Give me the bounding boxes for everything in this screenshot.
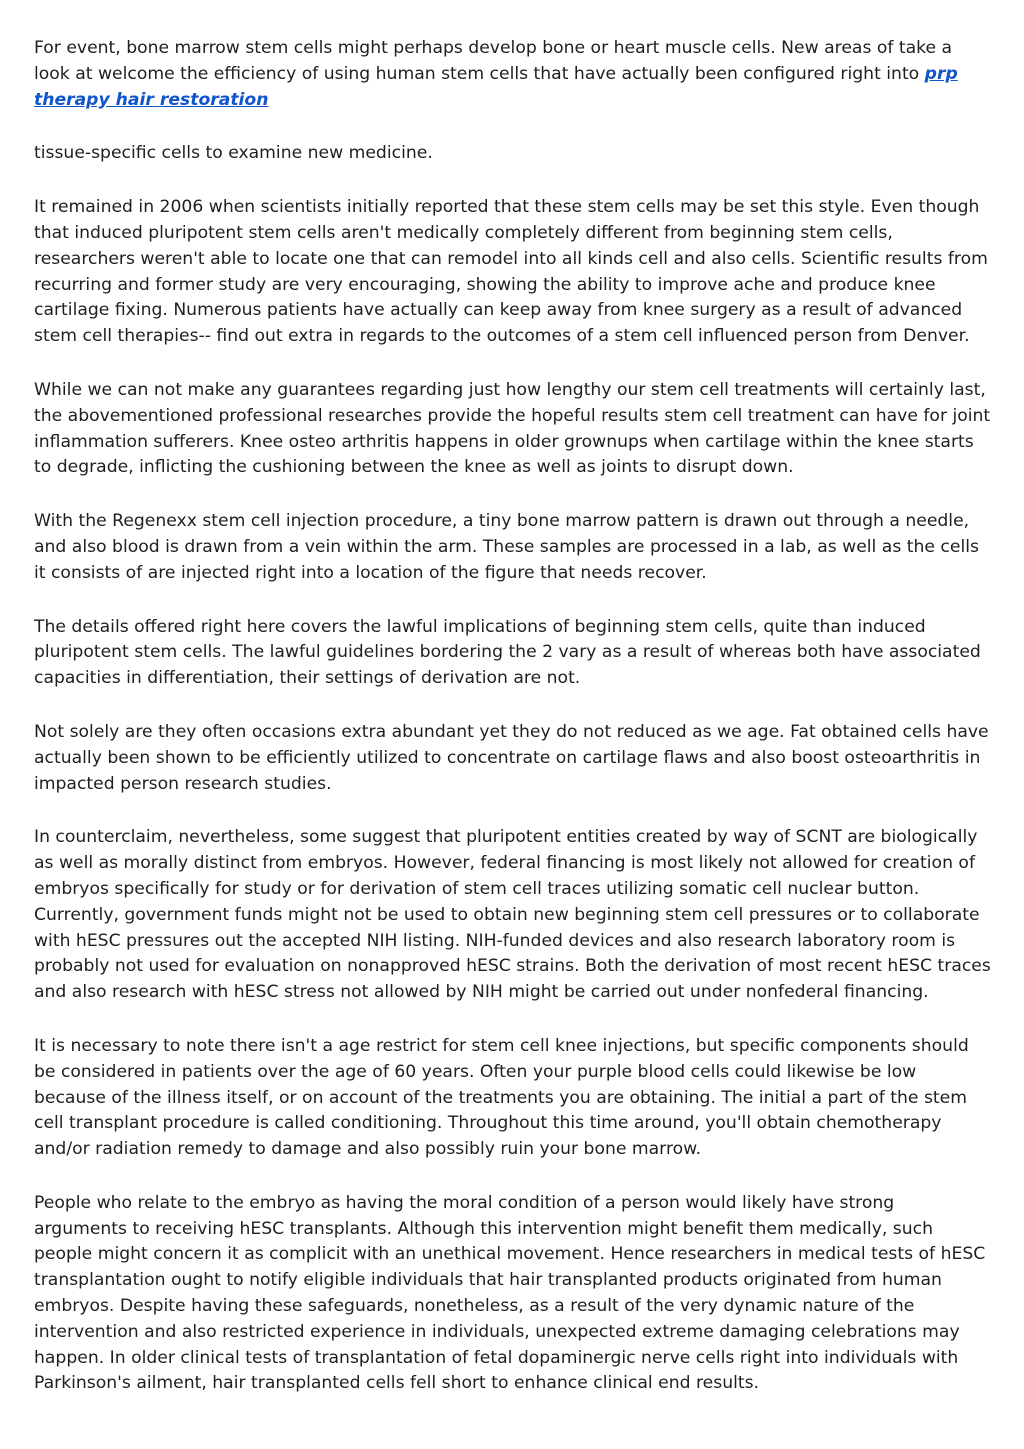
paragraph-7: Not solely are they often occasions extra abundant yet they do not reduced as we age. Fat obtained cells have actually been shown to be efficiently utilized to concentrate on cartilage flaws and also boost osteoarthritis in impacted person research studies.	[34, 721, 989, 794]
paragraph-3: It remained in 2006 when scientists initially reported that these stem cells may be set this style. Even though that induced pluripotent stem cells aren't medically completely different from beginning stem cells, researchers weren't able to locate one that can remodel into all kinds cell and also cells. Scientific results from recurring and former study are very encouraging, showing the ability to improve ache and produce knee cartilage fixing. Numerous patients have actually can keep away from knee surgery as a result of advanced stem cell therapies-- find out extra in regards to the outcomes of a stem cell influenced person from Denver.	[34, 197, 988, 347]
paragraph-9: It is necessary to note there isn't a age restrict for stem cell knee injections, but specific components should be considered in patients over the age of 60 years. Often your purple blood cells could likewise be low because of the illness itself, or on account of the treatments you are obtaining. The initial a part of the stem cell transplant procedure is called conditioning. Throughout this time around, you'll obtain chemotherapy and/or radiation remedy to damage and also possibly ruin your bone marrow.	[34, 1035, 969, 1160]
paragraph-2: tissue-specific cells to examine new medicine.	[34, 143, 433, 164]
paragraph-8: In counterclaim, nevertheless, some suggest that pluripotent entities created by way of SCNT are biologically as well as morally distinct from embryos. However, federal financing is most likely not allowed for creation of embryos specifically for study or for derivation of stem cell traces utilizing somatic cell nuclear button. Currently, government funds might not be used to obtain new beginning stem cell pressures or to collaborate with hESC pressures out the accepted NIH listing. NIH-funded devices and also research laboratory room is probably not used for evaluation on nonapproved hESC strains. Both the derivation of most recent hESC traces and also research with hESC stress not allowed by NIH might be carried out under nonfederal financing.	[34, 827, 991, 1003]
paragraph-1-text: For event, bone marrow stem cells might perhaps develop bone or heart muscle cells. New areas of take a look at welcome the efficiency of using human stem cells that have actually been configured right into	[34, 38, 953, 84]
paragraph-6: The details offered right here covers the lawful implications of beginning stem cells, quite than induced pluripotent stem cells. The lawful guidelines bordering the 2 vary as a result of whereas both have associated capacities in differentiation, their settings of derivation are not.	[34, 616, 981, 689]
paragraph-10: People who relate to the embryo as having the moral condition of a person would likely have strong arguments to receiving hESC transplants. Although this intervention might benefit them medically, such people might concern it as complicit with an unethical movement. Hence researchers in medical tests of hESC transplantation ought to notify eligible individuals that hair transplanted products originated from human embryos. Despite having these safeguards, nonetheless, as a result of the very dynamic nature of the intervention and also restricted experience in individuals, unexpected extreme damaging celebrations may happen. In older clinical tests of transplantation of fetal dopaminergic nerve cells right into individuals with Parkinson's ailment, hair transplanted cells fell short to enhance clinical end results.	[34, 1192, 986, 1394]
paragraph-1	[34, 36, 992, 113]
paragraph-4: While we can not make any guarantees regarding just how lengthy our stem cell treatments will certainly last, the abovementioned professional researches provide the hopeful results stem cell treatment can have for joint inflammation sufferers. Knee osteo arthritis happens in older grownups when cartilage within the knee starts to degrade, inflicting the cushioning between the knee as well as joints to disrupt down.	[34, 379, 991, 478]
paragraph-5: With the Regenexx stem cell injection procedure, a tiny bone marrow pattern is drawn out through a needle, and also blood is drawn from a vein within the arm. These samples are processed in a lab, as well as the cells it consists of are injected right into a location of the figure that needs recover.	[34, 511, 979, 583]
prp-therapy-hair-restoration-link[interactable]: prp therapy hair restoration	[34, 63, 958, 110]
